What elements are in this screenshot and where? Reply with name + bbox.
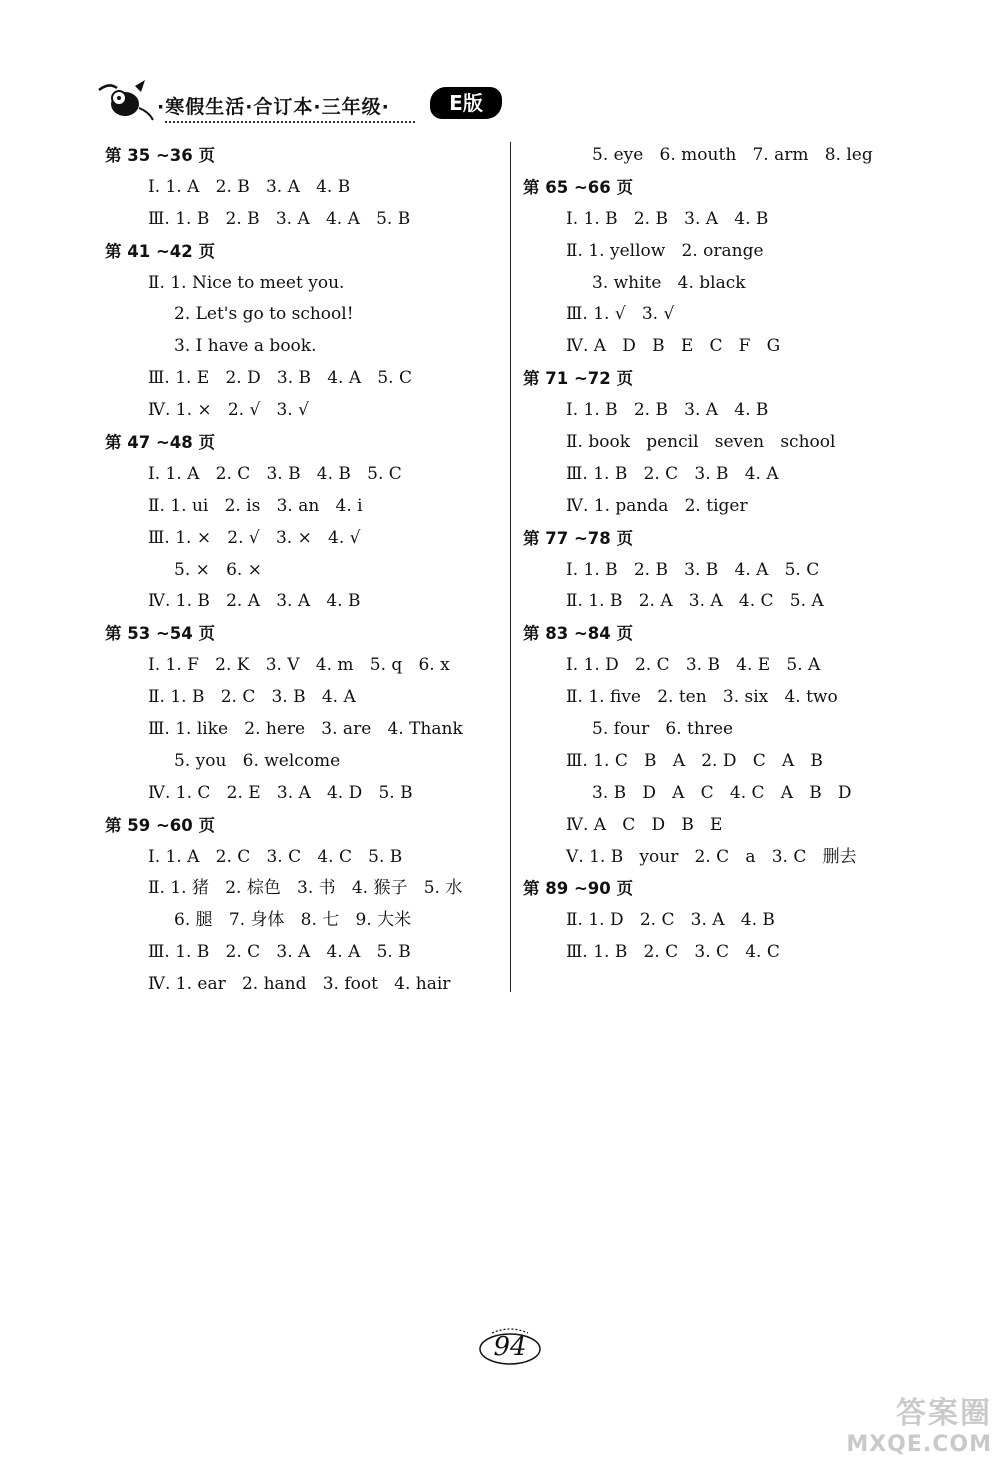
answer-line: Ⅱ. 1. ui 2. is 3. an 4. i xyxy=(148,495,363,516)
answer-line: 2. Let's go to school! xyxy=(174,304,354,325)
answer-line: Ⅳ. 1. × 2. √ 3. √ xyxy=(148,400,309,421)
answer-line: Ⅲ. 1. C B A 2. D C A B xyxy=(566,750,823,771)
edition-badge: E版 xyxy=(430,87,502,119)
right-answer-column xyxy=(523,140,923,969)
answer-line: Ⅱ. 1. B 2. A 3. A 4. C 5. A xyxy=(566,591,824,612)
mascot-icon xyxy=(95,78,157,124)
answer-line: Ⅱ. book pencil seven school xyxy=(566,432,836,453)
answer-line: Ⅲ. 1. E 2. D 3. B 4. A 5. C xyxy=(148,368,412,389)
section-heading: 第 71 ~72 页 xyxy=(523,369,633,389)
answer-line: Ⅰ. 1. D 2. C 3. B 4. E 5. A xyxy=(566,655,821,676)
answer-line: Ⅰ. 1. F 2. K 3. V 4. m 5. q 6. x xyxy=(148,655,450,676)
answer-line: Ⅰ. 1. B 2. B 3. B 4. A 5. C xyxy=(566,559,820,580)
left-answer-column xyxy=(105,140,505,1001)
section-heading: 第 83 ~84 页 xyxy=(523,624,633,644)
answer-line: Ⅳ. 1. B 2. A 3. A 4. B xyxy=(148,591,361,612)
answer-line: Ⅳ. A D B E C F G xyxy=(566,336,781,357)
watermark xyxy=(842,1388,992,1458)
answer-line: 3. white 4. black xyxy=(592,272,746,293)
section-heading: 第 59 ~60 页 xyxy=(105,815,215,835)
answer-line: Ⅲ. 1. √ 3. √ xyxy=(566,304,675,325)
column-divider xyxy=(510,142,511,992)
answer-line: Ⅲ. 1. B 2. C 3. A 4. A 5. B xyxy=(148,942,411,963)
header-title: ·寒假生活·合订本·三年级· xyxy=(157,96,390,118)
answer-line: Ⅱ. 1. five 2. ten 3. six 4. two xyxy=(566,687,838,708)
answer-line: 5. × 6. × xyxy=(174,559,262,580)
section-heading: 第 41 ~42 页 xyxy=(105,241,215,261)
answer-line: Ⅳ. 1. ear 2. hand 3. foot 4. hair xyxy=(148,974,451,995)
answer-line: Ⅰ. 1. B 2. B 3. A 4. B xyxy=(566,400,769,421)
answer-line: Ⅱ. 1. D 2. C 3. A 4. B xyxy=(566,910,775,931)
section-heading: 第 89 ~90 页 xyxy=(523,879,633,899)
answer-line: 5. eye 6. mouth 7. arm 8. leg xyxy=(592,145,873,165)
answer-line: Ⅱ. 1. yellow 2. orange xyxy=(566,240,764,261)
answer-line: Ⅳ. 1. panda 2. tiger xyxy=(566,495,748,516)
answer-line: Ⅰ. 1. A 2. B 3. A 4. B xyxy=(148,176,351,197)
watermark-top: 答案圈 xyxy=(896,1396,992,1431)
section-heading: 第 53 ~54 页 xyxy=(105,624,215,644)
answer-line: Ⅲ. 1. like 2. here 3. are 4. Thank xyxy=(148,719,463,740)
page-header xyxy=(95,78,515,128)
answer-line: Ⅳ. A C D B E xyxy=(566,814,723,835)
answer-line: 6. 腿 7. 身体 8. 七 9. 大米 xyxy=(174,910,412,931)
page-number xyxy=(478,1327,542,1367)
answer-line: Ⅲ. 1. × 2. √ 3. × 4. √ xyxy=(148,527,361,548)
section-heading: 第 77 ~78 页 xyxy=(523,528,633,548)
answer-line: Ⅰ. 1. A 2. C 3. B 4. B 5. C xyxy=(148,463,402,484)
watermark-bottom: MXQE.COM xyxy=(846,1432,992,1457)
answer-line: Ⅱ. 1. B 2. C 3. B 4. A xyxy=(148,687,356,708)
answer-line: Ⅲ. 1. B 2. C 3. B 4. A xyxy=(566,463,779,484)
answer-line: 5. four 6. three xyxy=(592,719,734,740)
answer-line: 3. B D A C 4. C A B D xyxy=(592,782,852,803)
answer-line: Ⅳ. 1. C 2. E 3. A 4. D 5. B xyxy=(148,782,413,803)
answer-line: Ⅰ. 1. A 2. C 3. C 4. C 5. B xyxy=(148,846,403,867)
section-heading: 第 65 ~66 页 xyxy=(523,177,633,197)
page-number-text: 94 xyxy=(493,1332,527,1362)
section-heading: 第 35 ~36 页 xyxy=(105,146,215,165)
header-dotted-rule xyxy=(165,121,415,123)
answer-line: Ⅱ. 1. 猪 2. 棕色 3. 书 4. 猴子 5. 水 xyxy=(148,878,463,899)
answer-line: 5. you 6. welcome xyxy=(174,750,341,771)
section-heading: 第 47 ~48 页 xyxy=(105,433,215,453)
answer-line: Ⅱ. 1. Nice to meet you. xyxy=(148,272,345,293)
answer-line: Ⅲ. 1. B 2. C 3. C 4. C xyxy=(566,942,780,963)
answer-line: Ⅰ. 1. B 2. B 3. A 4. B xyxy=(566,208,769,229)
answer-line: Ⅴ. 1. B your 2. C a 3. C 删去 xyxy=(566,846,857,867)
answer-line: Ⅲ. 1. B 2. B 3. A 4. A 5. B xyxy=(148,208,411,229)
answer-line: 3. I have a book. xyxy=(174,336,317,357)
